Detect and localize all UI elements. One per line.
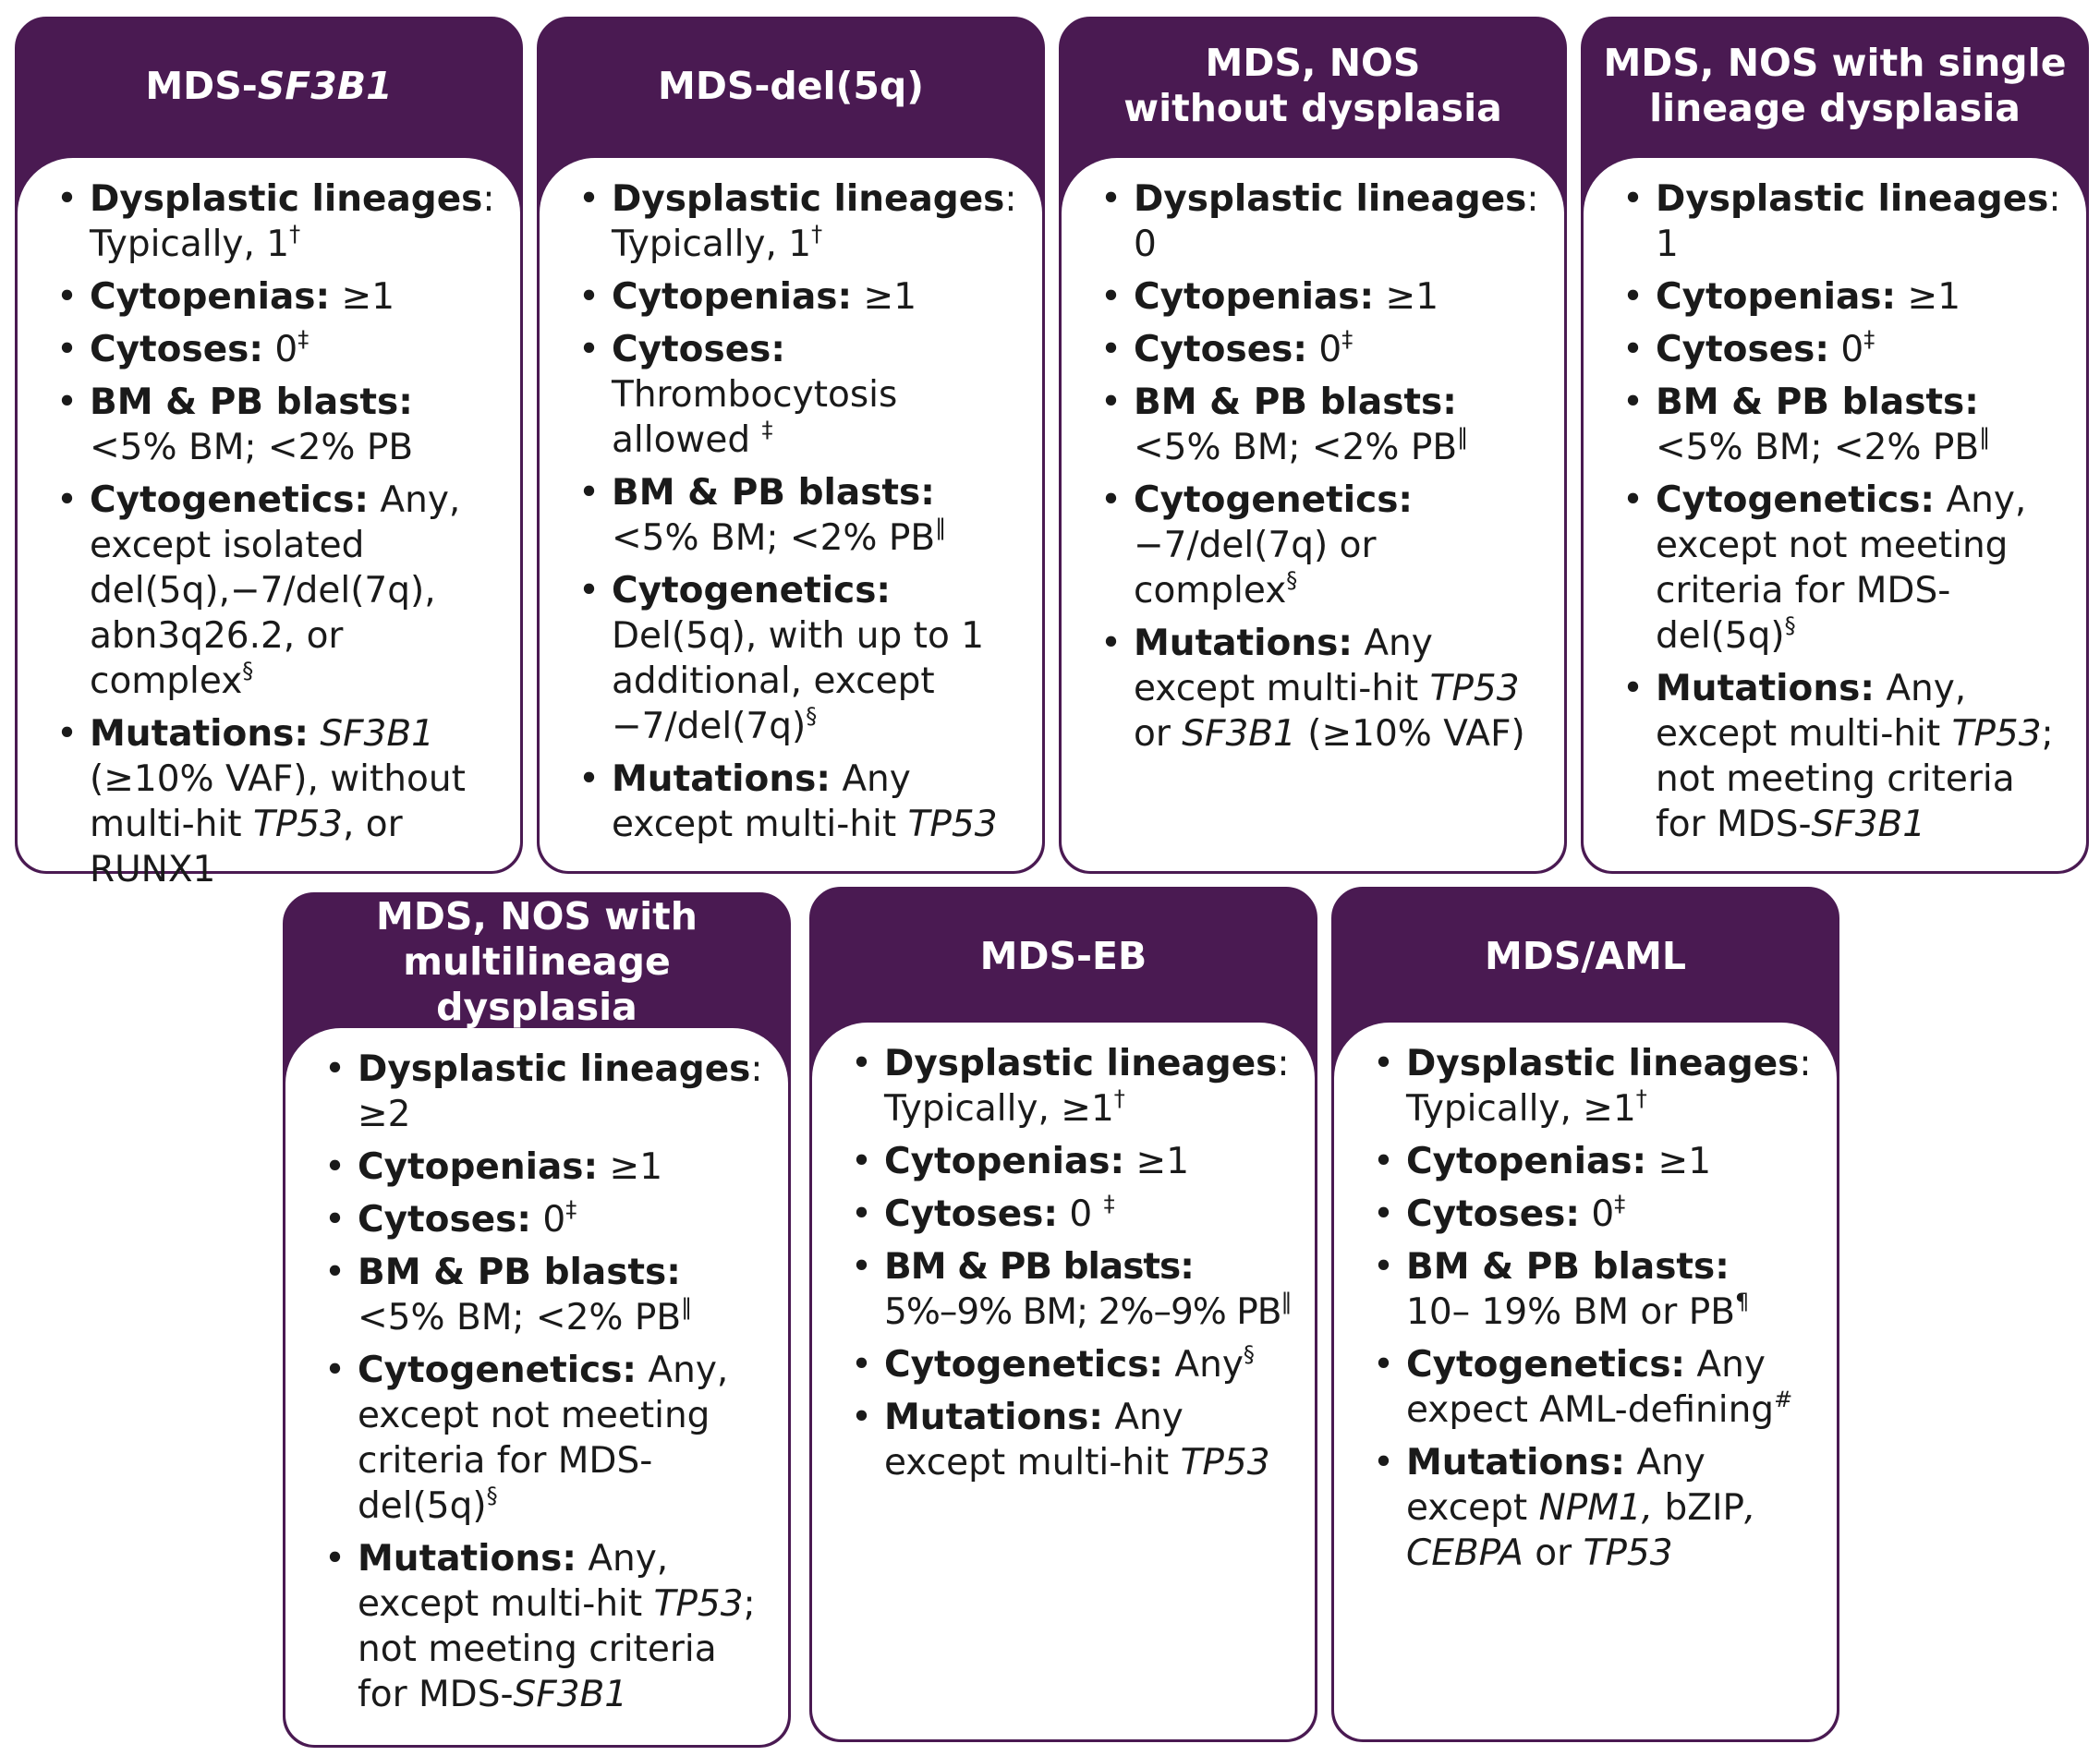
criterion-cytoses: • Cytoses: 0‡ (1596, 327, 2073, 372)
criterion-cytoses: • Cytoses: 0 ‡ (825, 1192, 1302, 1237)
criterion-dysplastic-lineages: • Dysplastic lineages: Typically, ≥1† (1347, 1041, 1824, 1132)
card-title: MDS-del(5q) (658, 63, 924, 108)
criterion-mutations: • Mutations: SF3B1 (≥10% VAF), without multi-hit TP53, or RUNX1 (30, 711, 507, 892)
criterion-mutations: • Mutations: Any, except multi-hit TP53; not meeting criteria for MDS-SF3B1 (298, 1536, 775, 1717)
criterion-cytogenetics: • Cytogenetics: Any, except not meeting criteria for MDS-del(5q)§ (1596, 478, 2073, 659)
criterion-blasts: • BM & PB blasts: 10– 19% BM or PB¶ (1347, 1244, 1824, 1335)
criterion-cytogenetics: • Cytogenetics: Del(5q), with up to 1 additional, except −7/del(7q)§ (552, 568, 1029, 749)
criterion-cytogenetics: • Cytogenetics: Any expect AML-defining# (1347, 1342, 1824, 1433)
card-body (540, 158, 1042, 871)
criterion-cytopenias: • Cytopenias: ≥1 (30, 274, 507, 320)
card-mds-sf3b1 (15, 17, 523, 890)
criterion-mutations: • Mutations: Any except NPM1, bZIP, CEBPA or TP53 (1347, 1440, 1824, 1576)
criterion-dysplastic-lineages: • Dysplastic lineages: Typically, 1† (552, 176, 1029, 267)
card-mds-nos-multilineage (283, 892, 791, 1748)
criterion-blasts: • BM & PB blasts: 5%–9% BM; 2%–9% PB‖ (825, 1244, 1302, 1335)
criterion-dysplastic-lineages: • Dysplastic lineages: Typically, ≥1† (825, 1041, 1302, 1132)
criterion-dysplastic-lineages: • Dysplastic lineages: Typically, 1† (30, 176, 507, 267)
criterion-cytogenetics: • Cytogenetics: Any, except not meeting criteria for MDS-del(5q)§ (298, 1348, 775, 1529)
card-title: MDS, NOS without dysplasia (1123, 41, 1502, 130)
criterion-cytopenias: • Cytopenias: ≥1 (1074, 274, 1551, 320)
criterion-dysplastic-lineages: • Dysplastic lineages: 0 (1074, 176, 1551, 267)
card-title: MDS-EB (979, 933, 1147, 978)
criterion-cytoses: • Cytoses: 0‡ (30, 327, 507, 372)
criterion-cytopenias: • Cytopenias: ≥1 (552, 274, 1029, 320)
criterion-cytoses: • Cytoses: Thrombocytosis allowed ‡ (552, 327, 1029, 463)
card-title: MDS, NOS with single lineage dysplasia (1603, 41, 2067, 130)
card-mds-nos-without-dysplasia (1059, 17, 1567, 874)
card-body (1584, 158, 2086, 871)
criterion-cytopenias: • Cytopenias: ≥1 (298, 1144, 775, 1190)
criterion-cytoses: • Cytoses: 0‡ (1074, 327, 1551, 372)
criterion-mutations: • Mutations: Any, except multi-hit TP53; not meeting criteria for MDS-SF3B1 (1596, 666, 2073, 847)
criterion-blasts: • BM & PB blasts: <5% BM; <2% PB‖ (1596, 380, 2073, 470)
criterion-dysplastic-lineages: • Dysplastic lineages: 1 (1596, 176, 2073, 267)
card-title: MDS, NOS with multilineage dysplasia (376, 893, 698, 1029)
criterion-mutations: • Mutations: Any except multi-hit TP53 or SF3B1 (≥10% VAF) (1074, 621, 1551, 757)
criterion-cytogenetics: • Cytogenetics: Any§ (825, 1342, 1302, 1387)
criterion-mutations: • Mutations: Any except multi-hit TP53 (552, 757, 1029, 847)
criterion-blasts: • BM & PB blasts: <5% BM; <2% PB‖ (552, 470, 1029, 561)
card-body (285, 1028, 788, 1745)
criterion-cytoses: • Cytoses: 0‡ (298, 1197, 775, 1242)
card-mds-del5q (537, 17, 1045, 874)
card-mds-aml (1331, 887, 1839, 1742)
card-body (1062, 158, 1564, 871)
criterion-cytoses: • Cytoses: 0‡ (1347, 1192, 1824, 1237)
card-body (812, 1023, 1315, 1739)
criterion-blasts: • BM & PB blasts: <5% BM; <2% PB‖ (298, 1250, 775, 1340)
criterion-blasts: • BM & PB blasts: <5% BM; <2% PB (30, 380, 507, 470)
criterion-cytopenias: • Cytopenias: ≥1 (1347, 1139, 1824, 1184)
card-title: MDS/AML (1485, 933, 1686, 978)
card-mds-nos-single-lineage (1581, 17, 2089, 874)
card-title: MDS-SF3B1 (145, 63, 393, 108)
criterion-cytogenetics: • Cytogenetics: −7/del(7q) or complex§ (1074, 478, 1551, 613)
card-body (18, 158, 520, 890)
criterion-cytopenias: • Cytopenias: ≥1 (1596, 274, 2073, 320)
criterion-cytopenias: • Cytopenias: ≥1 (825, 1139, 1302, 1184)
card-body (1334, 1023, 1837, 1739)
criterion-mutations: • Mutations: Any except multi-hit TP53 (825, 1395, 1302, 1485)
criterion-blasts: • BM & PB blasts: <5% BM; <2% PB‖ (1074, 380, 1551, 470)
card-mds-eb (809, 887, 1317, 1742)
criterion-dysplastic-lineages: • Dysplastic lineages: ≥2 (298, 1047, 775, 1137)
criterion-cytogenetics: • Cytogenetics: Any, except isolated del(5q),−7/del(7q), abn3q26.2, or complex§ (30, 478, 507, 704)
